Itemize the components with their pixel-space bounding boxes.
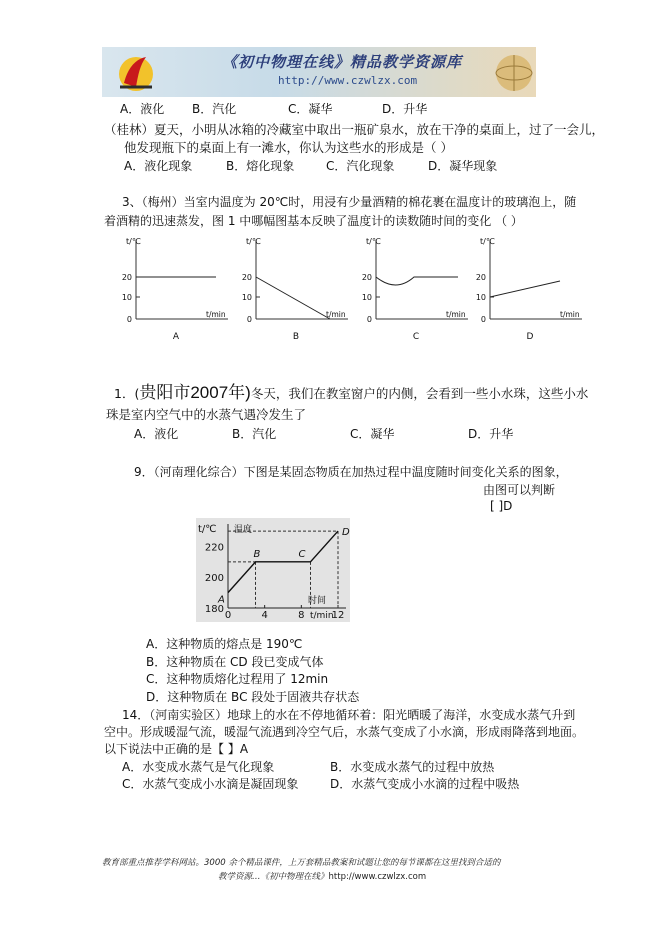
chart-y-tick: 220 [204,542,224,554]
q0-option-b: B．汽化 [192,102,237,116]
q-meizhou-line1: 3、（梅州）当室内温度为 20℃时，用浸有少量酒精的棉花裹在温度计的玻璃泡上，随 [122,195,577,209]
footer-line2 [218,870,426,882]
temperature-graphs-figure [100,232,660,342]
graph-tick-0: 0 [126,315,132,324]
graph-curve [376,277,458,285]
q-henan-exp-option-b: B．水变成水蒸气的过程中放热 [330,760,495,774]
graph-tick-0: 0 [366,315,372,324]
chart-x-tick: 4 [261,610,268,621]
q-henan-exp-line2: 空中。形成暖湿气流，暖湿气流遇到冷空气后，水蒸气变成了小水滴，形成雨降落到地面。 [104,725,585,739]
q-henan-option-d: D．这种物质在 BC 段处于固液共存状态 [146,690,360,704]
logo-icon [106,47,166,97]
q-guiyang-prefix: 1．( [114,386,140,401]
chart-point-label-c: C [298,548,306,560]
q-guilin-line2: 他发现瓶下的桌面上有一滩水，你认为这些水的形成是（ ） [124,140,453,155]
graph-y-label: t/℃ [366,237,381,246]
graph-y-label: t/℃ [126,237,141,246]
q0-option-c: C．凝华 [288,102,333,116]
melting-chart [196,518,350,622]
q-guilin-option-b: B．熔化现象 [226,159,295,173]
chart-x-tick: 12 [331,610,345,621]
melting-chart-panel [196,518,350,622]
q-henan-exp-option-d: D．水蒸气变成小水滴的过程中吸热 [330,777,520,791]
q-henan-line3: [ ]D [490,499,513,513]
q-guiyang-option-d: D．升华 [468,427,514,441]
graph-tick-20: 20 [475,273,486,282]
q-henan-option-b: B．这种物质在 CD 段已变成气体 [146,655,324,669]
footer-url[interactable]: http://www.czwlzx.com [328,872,427,882]
graph-tick-20: 20 [361,273,372,282]
chart-x-tick: 8 [298,610,305,621]
graph-x-label: t/min [560,310,580,319]
graph-tick-20: 20 [121,273,132,282]
q-guilin-line1: （桂林）夏天，小明从冰箱的冷藏室中取出一瓶矿泉水，放在干净的桌面上，过了一会儿， [104,122,605,137]
chart-y-tick: 180 [204,604,224,615]
graph-x-label: t/min [206,310,226,319]
q-guilin-option-a: A．液化现象 [124,159,193,173]
graph-y-label: t/℃ [480,237,495,246]
q-guiyang-place: 贵阳市2007年) [139,383,251,402]
header-banner [102,47,536,97]
graph-tick-10: 10 [121,293,132,302]
q-henan-exp-option-c: C．水蒸气变成小水滴是凝固现象 [122,777,299,791]
q-guiyang-text: 冬天，我们在教室窗户的内侧，会看到一些小水珠，这些小水 [250,386,589,401]
graph-panel-label: B [292,332,300,342]
q-henan-exp-line3: 以下说法中正确的是【 】A [104,742,249,756]
graph-tick-10: 10 [475,293,486,302]
q-guilin-option-c: C．汽化现象 [326,159,395,173]
q-guiyang-option-a: A．液化 [134,427,179,441]
graph-curve [256,277,330,319]
graph-x-label: t/min [446,310,466,319]
chart-y-label-cn: 温度 [234,525,253,535]
graph-x-label: t/min [326,310,346,319]
chart-point-label-b: B [253,548,261,560]
q-meizhou-line2: 着酒精的迅速蒸发，图 1 中哪幅图基本反映了温度计的读数随时间的变化 （ ） [104,214,523,228]
chart-point-label-a: A [218,594,225,606]
graph-panel-label: D [526,332,534,342]
chart-y-label: t/℃ [198,524,217,535]
q-henan-exp-line1: 14．（河南实验区）地球上的水在不停地循环着：阳光晒暖了海洋，水变成水蒸气升到 [122,708,576,722]
q-guiyang-line1 [114,378,588,403]
chart-x-tick: 0 [224,610,232,621]
q-guilin-option-d: D．凝华现象 [428,159,498,173]
graph-tick-0: 0 [246,315,252,324]
chart-x-label: t/min [310,611,334,621]
q0-option-d: D．升华 [382,102,428,116]
footer-line1: 教育部重点推荐学科网站。3000 余个精品课件，上万套精品教案和试题让您的每节课都在这里找到合适的 [102,858,501,868]
q0-option-a: A．液化 [120,102,165,116]
q-henan-option-a: A．这种物质的熔点是 190℃ [146,637,303,651]
graph-tick-0: 0 [480,315,486,324]
footer-line2-text: 教学资源…《初中物理在线》 [218,872,329,882]
q-guiyang-line2: 珠是室内空气中的水蒸气遇冷发生了 [106,407,307,422]
q-henan-line1: 9．（河南理化综合）下图是某固态物质在加热过程中温度随时间变化关系的图象， [134,465,568,479]
globe-icon [476,47,536,97]
chart-point-label-d: D [342,527,350,539]
graph-panel-label: C [412,332,420,342]
q-guiyang-option-c: C．凝华 [350,427,395,441]
site-title: 《初中物理在线》精品教学资源库 [222,53,463,71]
graph-y-label: t/℃ [246,237,261,246]
graph-tick-10: 10 [361,293,372,302]
q-guiyang-option-b: B．汽化 [232,427,277,441]
q-henan-option-c: C．这种物质熔化过程用了 12min [146,672,329,686]
q-henan-exp-option-a: A．水变成水蒸气是气化现象 [122,760,275,774]
graph-tick-20: 20 [241,273,252,282]
graph-tick-10: 10 [241,293,252,302]
graph-panel-label: A [172,332,180,342]
chart-x-label-cn: 时间 [308,596,327,606]
chart-y-tick: 200 [204,573,224,585]
q-henan-line2: 由图可以判断 [483,483,556,497]
graph-curve [490,281,560,297]
site-url: http://www.czwlzx.com [278,74,418,87]
